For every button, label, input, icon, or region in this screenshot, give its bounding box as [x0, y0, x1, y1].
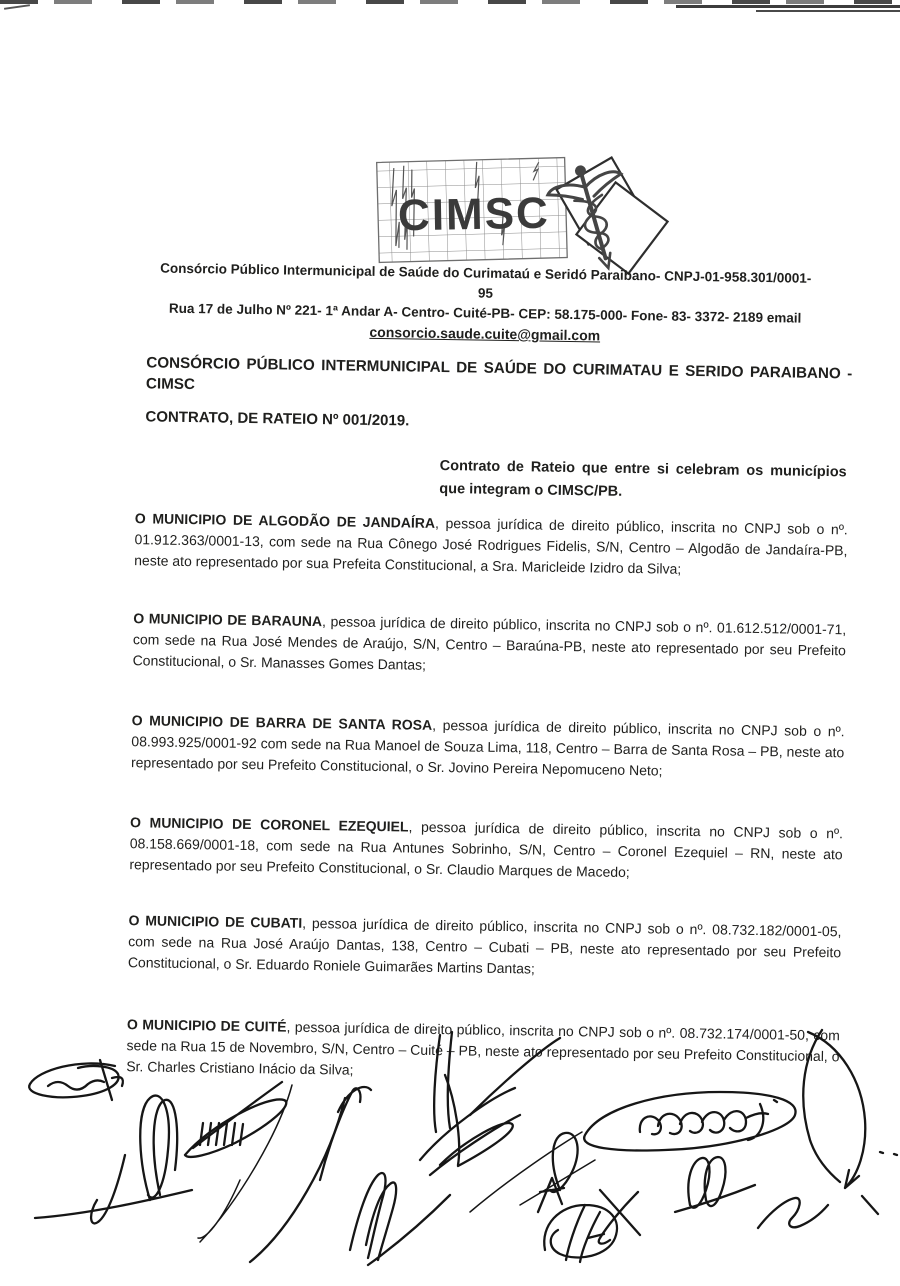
org-name-line: Consórcio Público Intermunicipal de Saúde do Curimataú e Seridó Paraibano- CNPJ-01-958.301/0001-: [160, 260, 812, 286]
signature-stroke: [350, 1173, 450, 1265]
paragraph-text: , pessoa jurídica de direito público, inscrita no CNPJ sob o nº. 08.993.925/0001-92 com sede na Rua Manoel de Souza Lima, 118, Centro – Barra de Santa Rosa – PB, neste ato representado por seu Prefeito Constitucional, o Sr. Jovino Pereira Nepomuceno Neto;: [130, 716, 845, 779]
logo-text: CIMSC: [397, 188, 551, 241]
paragraph-lead: O MUNICIPIO DE ALGODÃO DE JANDAÍRA: [134, 510, 436, 531]
paragraph-text: , pessoa jurídica de direito público, inscrita no CNPJ sob o nº. 08.732.182/0001-05, com sede na Rua José Araújo Dantas, 138, Centro – Cubati – PB, neste ato representado por seu Prefeito Constitucional, o Sr. Eduardo Roniele Guimarães Martins Dantas;: [127, 914, 842, 977]
signature-stroke: [35, 1096, 192, 1224]
signature-stroke: [803, 1030, 897, 1214]
signature-stroke: [584, 1092, 795, 1150]
municipality-paragraph: [132, 608, 846, 682]
paragraph-text: , pessoa jurídica de direito público, inscrita no CNPJ sob o nº. 08.158.669/0001-18, com sede na Rua Antunes Sobrinho, S/N, Centro – Coronel Ezequiel – RN, neste ato representado por seu Prefeito Constitucional, o Sr. Claudio Marques de Macedo;: [129, 818, 844, 880]
signatures-overlay: [0, 1020, 900, 1272]
paragraph-lead: O MUNICIPIO DE BARRA DE SANTA ROSA: [131, 712, 433, 733]
paragraph-lead: O MUNICIPIO DE CORONEL EZEQUIEL: [129, 814, 409, 835]
org-name-wrap: 95: [477, 285, 494, 301]
epigraph: Contrato de Rateio que entre si celebram os municípios que integram o CIMSC/PB.: [439, 457, 847, 500]
paragraph-lead: O MUNICIPIO DE CUBATI: [128, 912, 303, 931]
municipality-paragraph: [131, 710, 845, 784]
signature-stroke: [758, 1198, 828, 1228]
signature-stroke: [544, 1205, 617, 1262]
document-heading: CONSÓRCIO PÚBLICO INTERMUNICIPAL DE SAÚDE DO CURIMATAU E SERIDO PARAIBANO - CIMSC: [145, 354, 853, 394]
signature-stroke: [434, 1032, 560, 1132]
municipality-paragraph: [128, 910, 842, 984]
signature-stroke: [29, 1060, 123, 1100]
scan-edge-artifact: [676, 5, 900, 8]
paragraph-lead: O MUNICIPIO DE BARAUNA: [133, 610, 323, 630]
municipality-paragraph: [129, 812, 843, 886]
contract-title: CONTRATO, DE RATEIO Nº 001/2019.: [145, 408, 410, 430]
paragraph-text: , pessoa jurídica de direito público, inscrita no CNPJ sob o nº. 08.732.174/0001-50, com sede na Rua 15 de Novembro, S/N, Centro – Cuité – PB, neste ato representado por seu Prefeito Constitucional, o Sr. Charles Cristiano Inácio da Silva;: [126, 1018, 840, 1078]
paragraph-text: , pessoa jurídica de direito público, inscrita no CNPJ sob o nº. 01.612.512/0001-71, com sede na Rua José Mendes de Araújo, S/N, Centro – Baraúna-PB, neste ato representado por seu Prefeito Constitucional, o Sr. Manasses Gomes Dantas;: [132, 613, 847, 673]
paragraph-text: , pessoa jurídica de direito público, inscrita no CNPJ sob o nº. 01.912.363/0001-13, com sede na Rua Cônego José Rodrigues Fidelis, S/N, Centro – Algodão de Jandaíra-PB, neste ato representado por sua Prefeita Constitucional, a Sra. Maricleide Izidro da Silva;: [134, 514, 848, 577]
email-text: consorcio.saude.cuite@gmail.com: [369, 323, 601, 344]
signature-stroke: [185, 1082, 286, 1157]
signature-stroke: [675, 1157, 755, 1212]
municipality-paragraph: [134, 508, 848, 582]
paragraph-lead: O MUNICIPIO DE CUITÉ: [126, 1016, 287, 1035]
address-line: Rua 17 de Julho Nº 221- 1ª Andar A- Centro- Cuité-PB- CEP: 58.175-000- Fone- 83- 3372- 2189 email: [168, 300, 802, 326]
